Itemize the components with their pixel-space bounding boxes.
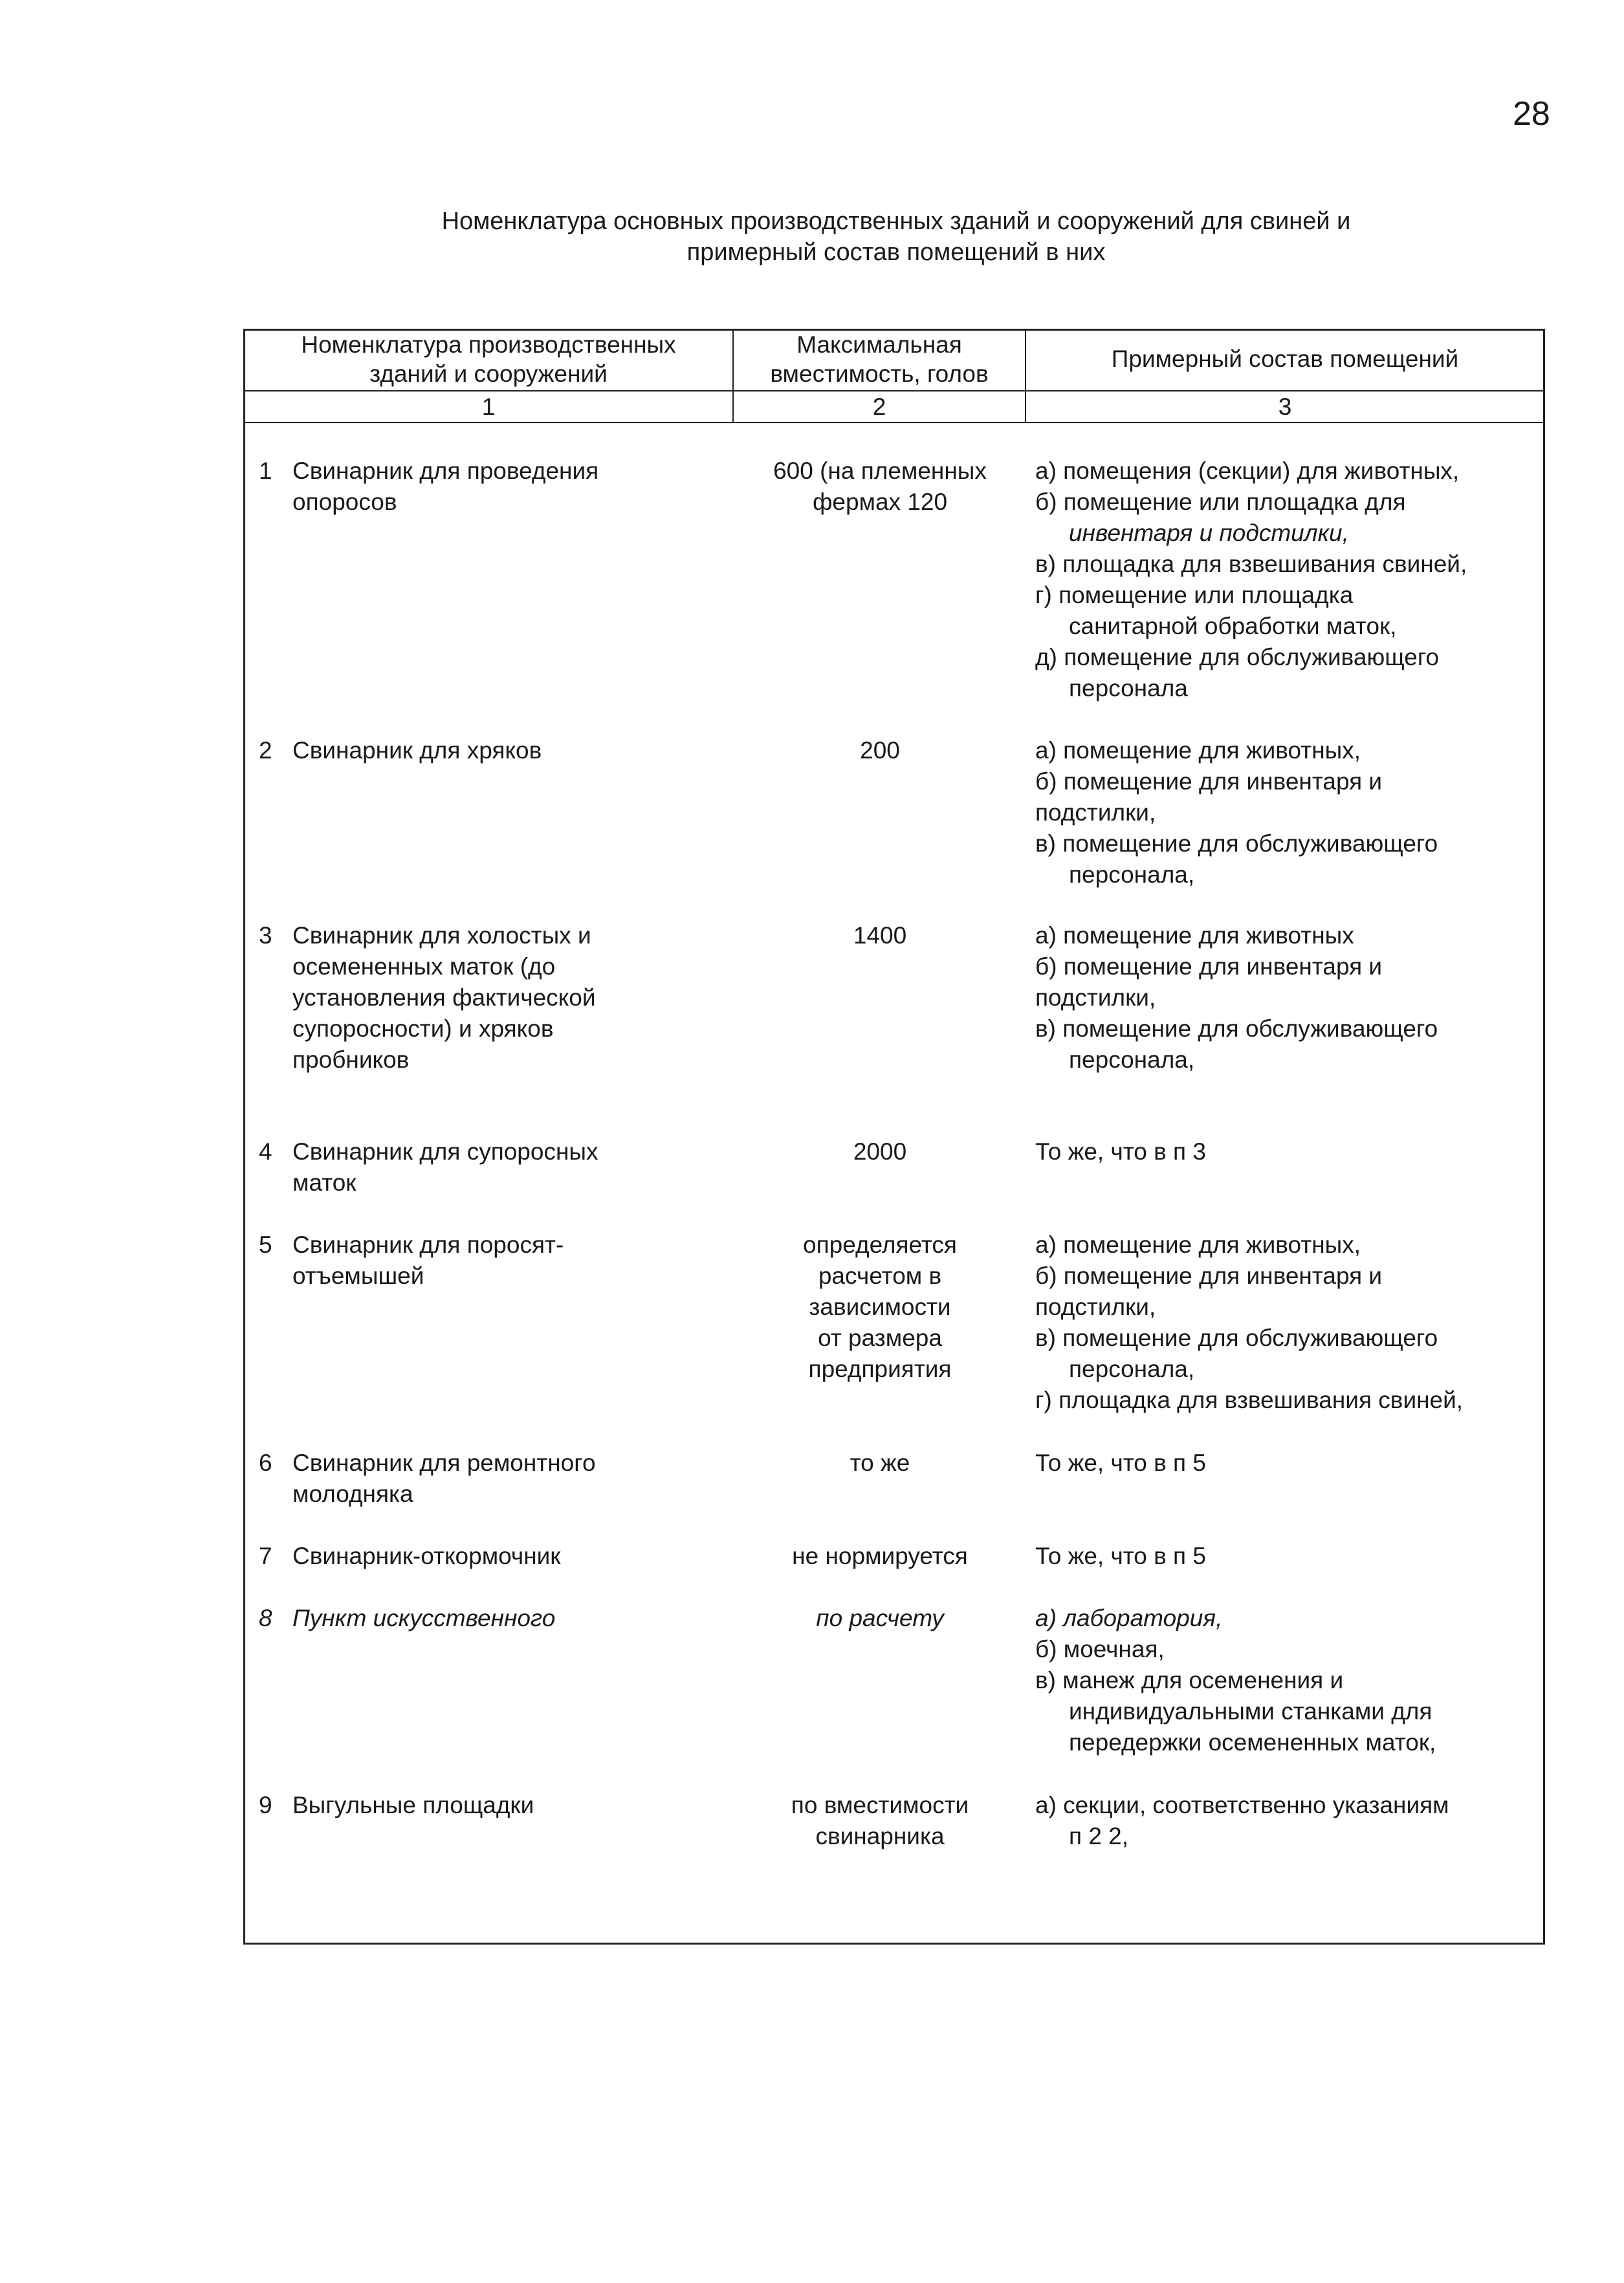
row-name: 5 Свинарник для поросят- отъемышей [259, 1231, 564, 1289]
row-rooms: а) помещение для животных б) помещение для инвентаря и подстилки, в) помещение для обслуживающего персонала, [1035, 922, 1438, 1073]
column-number-1: 1 [481, 393, 496, 420]
row-name: 7 Свинарник-откормочник [259, 1543, 561, 1569]
document-title [252, 206, 1540, 268]
row-name: 3 Свинарник для холостых и осемененных маток (до установления фактической супоросности) и хряков пробников [259, 922, 596, 1073]
title-line-1: Номенклатура основных производственных зданий и сооружений для свиней и [441, 208, 1351, 235]
title-line-2: примерный состав помещений в них [686, 239, 1106, 266]
row-rooms: То же, что в п 5 [1035, 1543, 1206, 1569]
row-name: 9 Выгульные площадки [259, 1792, 534, 1818]
row-capacity: то же [850, 1450, 910, 1476]
row-capacity: по расчету [816, 1605, 944, 1631]
page-number: 28 [1513, 95, 1550, 133]
row-capacity: 2000 [853, 1138, 907, 1165]
header-col3: Примерный состав помещений [1111, 346, 1459, 372]
row-rooms: а) помещение для животных, б) помещение для инвентаря и подстилки, в) помещение для обслуживающего персонала, [1035, 737, 1438, 888]
row-capacity: не нормируется [792, 1543, 968, 1569]
row-capacity: определяется расчетом в зависимости от размера предприятия [803, 1231, 957, 1382]
row-capacity: по вместимости свинарника [791, 1792, 969, 1849]
row-name: 1 Свинарник для проведения опоросов [259, 458, 599, 515]
row-name: 2 Свинарник для хряков [259, 737, 542, 764]
row-rooms: То же, что в п 5 [1035, 1450, 1206, 1476]
column-number-divider [243, 422, 1545, 423]
row-rooms: а) помещение для животных, б) помещение для инвентаря и подстилки, в) помещение для обслуживающего персонала, г) площадка для взвешивания свиней, [1035, 1231, 1464, 1413]
row-capacity: 1400 [853, 922, 907, 949]
column-number-3: 3 [1278, 393, 1292, 420]
row-name: 8 Пункт искусственного [259, 1605, 556, 1631]
header-divider [243, 390, 1545, 392]
column-number-2: 2 [872, 393, 886, 420]
row-name: 4 Свинарник для супоросных маток [259, 1138, 598, 1196]
row-rooms: а) помещения (секции) для животных, б) помещение или площадка для инвентаря и подстилки, в) площадка для взвешивания свиней, г) помещение или площадка санитарной обработки маток, д) помещение для обслуживающего персонала [1035, 458, 1467, 701]
header-col1: Номенклатура производственных зданий и сооружений [301, 331, 676, 387]
header-col2: Максимальная вместимость, голов [770, 331, 989, 387]
row-rooms: а) лаборатория, б) моечная, в) манеж для осеменения и индивидуальными станками для передержки осемененных маток, [1035, 1605, 1436, 1756]
row-capacity: 600 (на племенных фермах 120 [773, 458, 987, 515]
row-rooms: То же, что в п 3 [1035, 1138, 1206, 1165]
row-name: 6 Свинарник для ремонтного молодняка [259, 1450, 596, 1507]
row-rooms: а) секции, соответственно указаниям п 2 2, [1035, 1792, 1449, 1849]
row-capacity: 200 [860, 737, 900, 764]
